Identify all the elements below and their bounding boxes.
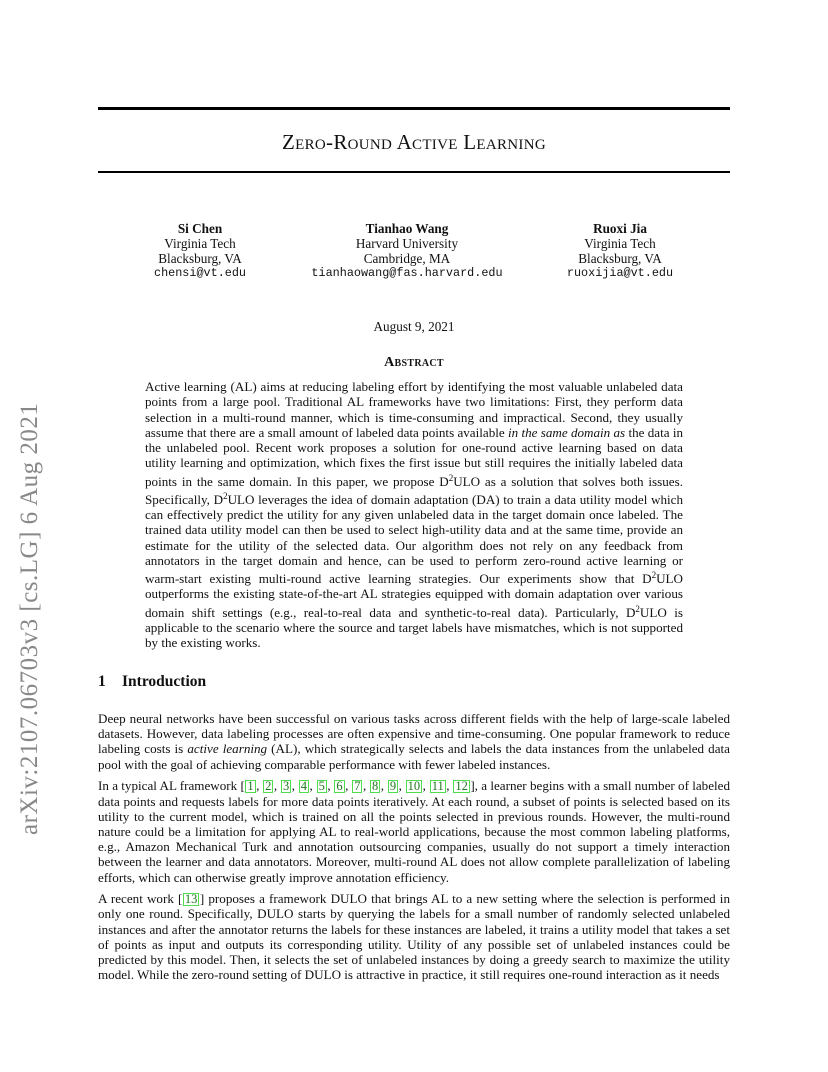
- citation-link[interactable]: 2: [265, 779, 272, 794]
- abstract-sentence: Active learning (AL) aims at reducing labeling effort by identifying the most valuable unlabeled data points from a large pool. Traditional AL frameworks have two limitations: First, they perform data selection in a multi-round manner, which is time-consuming and impractical. Second, they usually assume that there are a small amount of labeled data points available: [145, 379, 683, 440]
- abstract-emphasis: in the same domain as: [508, 424, 626, 440]
- arxiv-identifier: arXiv:2107.06703v3 [cs.LG] 6 Aug 2021: [16, 402, 43, 835]
- author-affiliation: Virginia Tech: [164, 236, 236, 251]
- citation-link[interactable]: 4: [300, 779, 308, 794]
- section-title: Introduction: [122, 673, 207, 690]
- abstract-sentence: the data in the unlabeled pool. Recent work proposes a solution for one-round active learning based on data utility learning and optimization, which fixes the first issue but still requires the initially labeled data points in the same domain. In this paper, we propose D: [145, 424, 684, 489]
- paper-date: August 9, 2021: [373, 319, 455, 334]
- introduction-body: [98, 711, 730, 989]
- citation-link[interactable]: 7: [354, 779, 361, 794]
- author-name: Tianhao Wang: [365, 221, 449, 236]
- paragraph-text: In a typical AL framework [: [98, 778, 245, 794]
- abstract-heading: Abstract: [384, 355, 444, 370]
- citation-link[interactable]: 1: [247, 779, 254, 794]
- d2-superscript: 2: [635, 603, 640, 614]
- citation-link[interactable]: 12: [455, 779, 468, 794]
- paragraph-text: (AL), which strategically selects and labels the data instances from the unlabeled data pool with the goal of achieving comparable performance with fewer labeled instances.: [98, 741, 730, 772]
- abstract-sentence: leverages the idea of domain adaptation (DA) to train a data utility model which can effectively predict the utility for any given unlabeled data in the target domain once labeled. The trained data utility model can then be used to select high-utility data and at the same time, provide an estimate for the utility of the selected data. Our algorithm does not rely on any feedback from annotators in the target domain and hence, can be used to perform zero-round active learning or warm-start existing multi-round active learning strategies. Our experiments show that D: [145, 491, 684, 586]
- paragraph: [98, 891, 730, 982]
- paragraph-text: A recent work [: [98, 891, 183, 907]
- author-email: tianhaowang@fas.harvard.edu: [311, 266, 503, 280]
- d2-superscript: 2: [651, 570, 657, 580]
- citation-link[interactable]: 11: [431, 779, 444, 794]
- section-number: 1: [98, 673, 106, 690]
- d2-superscript: 2: [223, 490, 228, 501]
- citation-link[interactable]: 6: [336, 779, 343, 794]
- section-heading-introduction: [98, 673, 206, 691]
- citation-link[interactable]: 5: [318, 779, 325, 794]
- paragraph: [98, 711, 730, 772]
- author-location: Blacksburg, VA: [578, 251, 662, 266]
- title-rule-bottom: [98, 171, 730, 173]
- paragraph-text: ], a learner begins with a small number of labeled data points and requests labels for more data points iteratively. At each round, a subset of points is selected based on its utility to the current model, which is trained on all the points selected in previous rounds. However, the multi-round nature could be a limitation for applying AL to real-world applications, because the most common labeling platforms, e.g., Amazon Mechanical Turk and annotation outsourcing companies, usually do not support a timely interaction between the learner and data annotators. Moreover, multi-round AL does not allow complete parallelization of labeling efforts, which can otherwise greatly improve annotation efficiency.: [98, 778, 731, 885]
- paragraph: [98, 778, 730, 884]
- author-location: Cambridge, MA: [363, 251, 451, 266]
- author-2: [298, 221, 516, 281]
- abstract-sentence: is applicable to the scenario where the source and target labels have mismatches, which is not supported by the existing works.: [145, 604, 684, 650]
- author-name: Ruoxi Jia: [593, 221, 647, 236]
- citation-link[interactable]: 8: [372, 779, 379, 794]
- paragraph-emphasis: active learning: [187, 741, 268, 757]
- method-name: ULO: [453, 473, 481, 489]
- citation-link[interactable]: 13: [184, 892, 198, 907]
- author-name: Si Chen: [177, 221, 223, 236]
- abstract-sentence: as a solution that solves both issues. Specifically, D: [145, 473, 683, 507]
- method-name: ULO: [227, 491, 255, 507]
- citation-link[interactable]: 3: [282, 779, 290, 794]
- author-1: [140, 221, 260, 281]
- author-affiliation: Virginia Tech: [584, 236, 656, 251]
- method-name: ULO: [639, 604, 667, 620]
- author-email: chensi@vt.edu: [153, 266, 247, 280]
- paragraph-text: Deep neural networks have been successful on various tasks across different fields with the help of large-scale labeled datasets. However, data labeling processes are often expensive and time-consuming. One popular framework to reduce labeling costs is: [98, 711, 730, 757]
- author-location: Blacksburg, VA: [158, 251, 242, 266]
- citation-link[interactable]: 10: [407, 779, 421, 794]
- title-rule-top: [98, 107, 730, 110]
- abstract-sentence: outperforms the existing state-of-the-art AL strategies equipped with domain adaptation over various domain shift settings (e.g., real-to-real data and synthetic-to-real data). Particularly, D: [145, 586, 683, 620]
- author-affiliation: Harvard University: [355, 236, 459, 251]
- abstract-text: [145, 379, 683, 650]
- citation-link[interactable]: 9: [389, 779, 397, 794]
- paper-title: Zero-Round Active Learning: [282, 130, 546, 154]
- d2-superscript: 2: [448, 472, 454, 483]
- author-email: ruoxijia@vt.edu: [566, 266, 674, 280]
- author-3: [558, 221, 682, 281]
- method-name: ULO: [656, 571, 683, 586]
- paragraph-text: ] proposes a framework DULO that brings AL to a new setting where the selection is performed in only one round. Specifically, DULO starts by querying the labels for a small number of randomly selected unlabeled instances and after the annotator returns the labels for these instances are labeled, it trains a utility model that takes a set of points as input and outputs its corresponding utility. Utility of any possible set of unlabeled instances could be predicted by this model. Then, it selects the set of unlabeled instances by doing a greedy search to maximize the utility model. While the zero-round setting of DULO is attractive in practice, it still requires one-round interaction as it needs: [98, 891, 730, 983]
- citation-list: 1 , 2 , 3 , 4 , 5 , 6 , 7 , 8 , 9 , 10 , 11 , 12: [247, 778, 468, 794]
